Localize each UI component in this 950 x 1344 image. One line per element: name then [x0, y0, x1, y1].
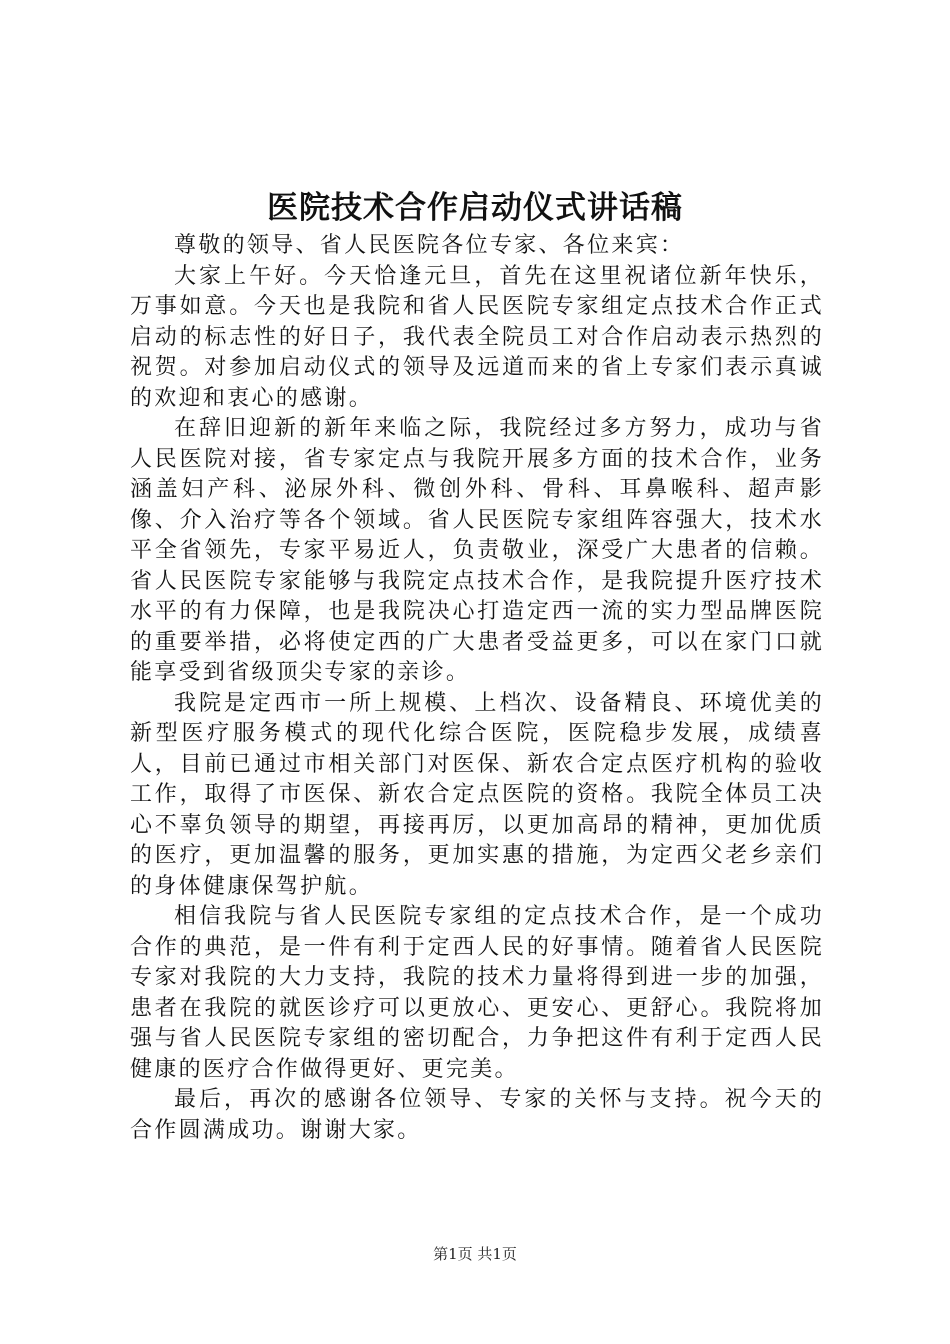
page-number-footer: 第1页 共1页 — [433, 1245, 517, 1263]
body-paragraph: 相信我院与省人民医院专家组的定点技术合作，是一个成功合作的典范，是一件有利于定西人民的好事情。随着省人民医院专家对我院的大力支持，我院的技术力量将得到进一步的加强，患者在我院的就医诊疗可以更放心、更安心、更舒心。我院将加强与省人民医院专家组的密切配合，力争把这件有利于定西人民健康的医疗合作做得更好、更完美。 — [130, 904, 824, 1082]
closing-paragraph: 最后，再次的感谢各位领导、专家的关怀与支持。祝今天的合作圆满成功。谢谢大家。 — [130, 1087, 824, 1143]
document-title: 医院技术合作启动仪式讲话稿 — [267, 190, 683, 226]
body-paragraph: 我院是定西市一所上规模、上档次、设备精良、环境优美的新型医疗服务模式的现代化综合医院，医院稳步发展，成绩喜人，目前已通过市相关部门对医保、新农合定点医疗机构的验收工作，取得了市医保、新农合定点医院的资格。我院全体员工决心不辜负领导的期望，再接再厉，以更加高昂的精神，更加优质的医疗，更加温馨的服务，更加实惠的措施，为定西父老乡亲们的身体健康保驾护航。 — [130, 690, 824, 899]
body-paragraph: 在辞旧迎新的新年来临之际，我院经过多方努力，成功与省人民医院对接，省专家定点与我院开展多方面的技术合作，业务涵盖妇产科、泌尿外科、微创外科、骨科、耳鼻喉科、超声影像、介入治疗等各个领域。省人民医院专家组阵容强大，技术水平全省领先，专家平易近人，负责敬业，深受广大患者的信赖。省人民医院专家能够与我院定点技术合作，是我院提升医疗技术水平的有力保障，也是我院决心打造定西一流的实力型品牌医院的重要举措，必将使定西的广大患者受益更多，可以在家门口就能享受到省级顶尖专家的亲诊。 — [130, 416, 824, 685]
body-paragraph: 大家上午好。今天恰逢元旦，首先在这里祝诸位新年快乐，万事如意。今天也是我院和省人民医院专家组定点技术合作正式启动的标志性的好日子，我代表全院员工对合作启动表示热烈的祝贺。对参加启动仪式的领导及远道而来的省上专家们表示真诚的欢迎和衷心的感谢。 — [130, 263, 824, 411]
document-body — [130, 231, 824, 1146]
salutation-paragraph: 尊敬的领导、省人民医院各位专家、各位来宾： — [174, 233, 685, 258]
